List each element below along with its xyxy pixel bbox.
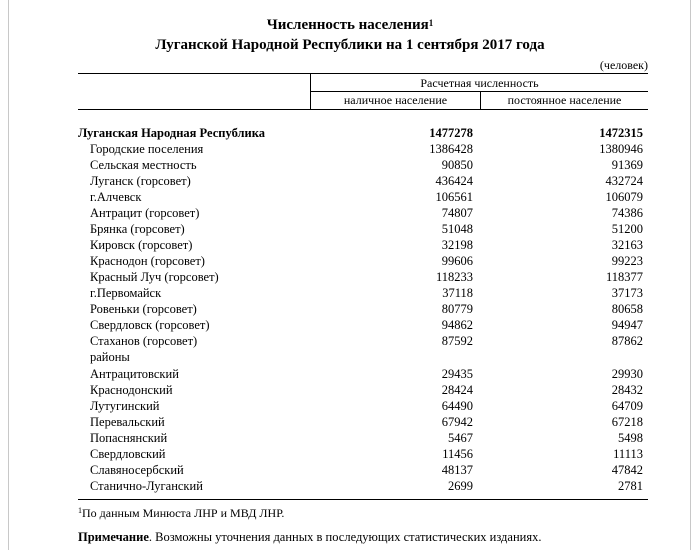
table-row <box>78 237 658 253</box>
row-value-present-population: 67942 <box>441 415 473 429</box>
page-edge-right <box>690 0 691 550</box>
row-value-present-population: 1386428 <box>429 142 473 156</box>
footnote-mark: 1 <box>78 506 82 515</box>
row-label: г.Алчевск <box>90 190 142 204</box>
row-value-present-population: 2699 <box>448 479 473 493</box>
row-value-permanent-population: 32163 <box>611 238 643 252</box>
page-edge-left <box>8 0 9 550</box>
note-text: . Возможны уточнения данных в последующих статистических изданиях. <box>148 530 542 544</box>
title-text: Численность населения <box>266 17 429 33</box>
row-value-permanent-population: 1472315 <box>599 126 643 140</box>
header-col2: постоянное население <box>507 93 622 107</box>
title-footnote-mark: 1 <box>428 18 434 28</box>
row-label: Перевальский <box>90 415 165 429</box>
row-label: Свердловск (горсовет) <box>90 318 210 332</box>
row-value-permanent-population: 94947 <box>611 318 643 332</box>
row-value-permanent-population: 11113 <box>613 447 643 461</box>
row-value-present-population: 436424 <box>435 174 473 188</box>
row-label: Краснодон (горсовет) <box>90 254 205 268</box>
row-value-permanent-population: 28432 <box>611 383 643 397</box>
unit-label: (человек) <box>599 58 648 72</box>
row-value-present-population: 5467 <box>448 431 473 445</box>
row-value-present-population: 74807 <box>441 206 473 220</box>
row-value-permanent-population: 1380946 <box>599 142 643 156</box>
table-row <box>78 317 658 333</box>
table-row <box>78 446 658 462</box>
row-value-permanent-population: 91369 <box>611 158 643 172</box>
row-label: Брянка (горсовет) <box>90 222 185 236</box>
row-value-permanent-population: 37173 <box>611 286 643 300</box>
document-title-line2: Луганской Народной Республики на 1 сентября 2017 года <box>155 37 545 53</box>
table-row <box>78 382 658 398</box>
document-title-line1 <box>0 16 700 34</box>
row-label: Сельская местность <box>90 158 197 172</box>
row-value-present-population: 87592 <box>441 334 473 348</box>
row-value-permanent-population: 106079 <box>605 190 643 204</box>
row-value-present-population: 99606 <box>441 254 473 268</box>
row-label: Ровеньки (горсовет) <box>90 302 197 316</box>
footnote-text: По данным Минюста ЛНР и МВД ЛНР. <box>82 506 285 520</box>
row-label: Краснодонский <box>90 383 173 397</box>
row-value-present-population: 80779 <box>441 302 473 316</box>
footnote <box>78 506 284 521</box>
row-value-permanent-population: 2781 <box>618 479 643 493</box>
row-label: Антрацитовский <box>90 367 179 381</box>
row-label: Антрацит (горсовет) <box>90 206 200 220</box>
row-label: Свердловский <box>90 447 166 461</box>
row-value-present-population: 118233 <box>435 270 473 284</box>
row-value-permanent-population: 432724 <box>605 174 643 188</box>
row-label: Славяносербский <box>90 463 184 477</box>
row-label: Луганская Народная Республика <box>78 126 265 140</box>
table-row <box>78 125 658 141</box>
row-label: Станично-Луганский <box>90 479 203 493</box>
table-row <box>78 189 658 205</box>
table-row <box>78 253 658 269</box>
table-bottom-rule <box>78 499 648 500</box>
row-value-permanent-population: 67218 <box>611 415 643 429</box>
table-row <box>78 301 658 317</box>
table-top-rule <box>78 73 648 74</box>
row-value-present-population: 1477278 <box>429 126 473 140</box>
row-label: Лутугинский <box>90 399 160 413</box>
table-row <box>78 462 658 478</box>
row-label: районы <box>90 350 130 364</box>
header-bottom-rule <box>78 109 648 110</box>
row-label: Стаханов (горсовет) <box>90 334 198 348</box>
table-row <box>78 430 658 446</box>
row-value-present-population: 106561 <box>435 190 473 204</box>
row-value-present-population: 48137 <box>441 463 473 477</box>
table-row <box>78 173 658 189</box>
row-value-present-population: 29435 <box>441 367 473 381</box>
table-row <box>78 157 658 173</box>
row-value-present-population: 11456 <box>442 447 473 461</box>
row-value-permanent-population: 87862 <box>611 334 643 348</box>
row-value-permanent-population: 74386 <box>611 206 643 220</box>
row-value-present-population: 37118 <box>442 286 473 300</box>
row-label: Городские поселения <box>90 142 204 156</box>
table-row <box>78 366 658 382</box>
row-value-permanent-population: 51200 <box>611 222 643 236</box>
table-row <box>78 398 658 414</box>
table-row <box>78 221 658 237</box>
row-label: Кировск (горсовет) <box>90 238 193 252</box>
row-value-present-population: 90850 <box>441 158 473 172</box>
note <box>78 530 541 545</box>
row-label: г.Первомайск <box>90 286 162 300</box>
row-value-present-population: 94862 <box>441 318 473 332</box>
note-label: Примечание <box>78 530 149 544</box>
row-value-permanent-population: 47842 <box>611 463 643 477</box>
table-row <box>78 285 658 301</box>
row-label: Луганск (горсовет) <box>90 174 191 188</box>
row-label: Попаснянский <box>90 431 168 445</box>
row-value-permanent-population: 29930 <box>611 367 643 381</box>
table-row <box>78 478 658 494</box>
row-value-permanent-population: 80658 <box>611 302 643 316</box>
row-value-present-population: 51048 <box>441 222 473 236</box>
table-row <box>78 205 658 221</box>
table-row <box>78 141 658 157</box>
row-value-present-population: 64490 <box>441 399 473 413</box>
table-row <box>78 349 658 365</box>
row-value-present-population: 28424 <box>441 383 473 397</box>
header-group: Расчетная численность <box>420 76 539 90</box>
header-col1: наличное население <box>343 93 448 107</box>
table-row <box>78 269 658 285</box>
table-row <box>78 414 658 430</box>
row-value-permanent-population: 64709 <box>611 399 643 413</box>
row-value-permanent-population: 99223 <box>611 254 643 268</box>
row-value-present-population: 32198 <box>441 238 473 252</box>
row-value-permanent-population: 118377 <box>605 270 643 284</box>
row-label: Красный Луч (горсовет) <box>90 270 219 284</box>
row-value-permanent-population: 5498 <box>618 431 643 445</box>
table-row <box>78 333 658 349</box>
